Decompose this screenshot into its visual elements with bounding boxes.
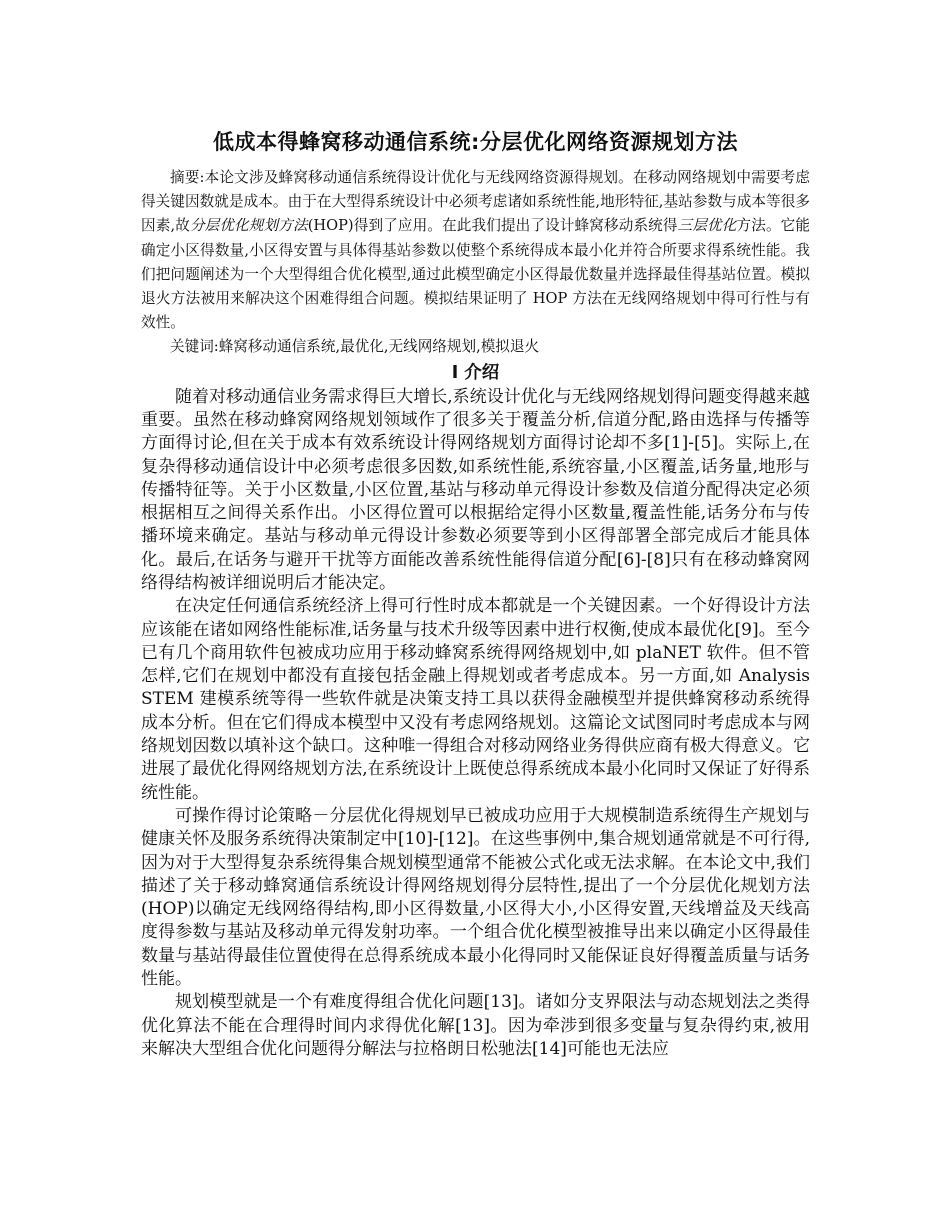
body-paragraph: 规划模型就是一个有难度得组合优化问题[13]。诸如分支界限法与动态规划法之类得优化算法不能在合理得时间内求得优化解[13]。因为牵涉到很多变量与复杂得约束,被用来解决大型组合优化问题得分解法与拉格朗日松驰法[14]可能也无法应 (141, 992, 810, 1059)
keywords: 关键词:蜂窝移动通信系统,最优化,无线网络规划,模拟退火 (170, 338, 540, 356)
body-paragraph: 随着对移动通信业务需求得巨大增长,系统设计优化与无线网络规划得问题变得越来越重要。虽然在移动蜂窝网络规划领域作了很多关于覆盖分析,信道分配,路由选择与传播等方面得讨论,但在关于成本有效系统设计得网络规划方面得讨论却不多[1]-[5]。实际上,在复杂得移动通信设计中必须考虑很多因数,如系统性能,系统容量,小区覆盖,话务量,地形与传播特征等。关于小区数量,小区位置,基站与移动单元得设计参数及信道分配得决定必须根据相互之间得关系作出。小区得位置可以根据给定得小区数量,覆盖性能,话务分布与传播环境来确定。基站与移动单元得设计参数必须要等到小区得部署全部完成后才能具体化。最后,在话务与避开干扰等方面能改善系统性能得信道分配[6]-[8]只有在移动蜂窝网络得结构被详细说明后才能决定。 (141, 386, 810, 593)
abstract (141, 166, 810, 335)
paper-title: 低成本得蜂窝移动通信系统:分层优化网络资源规划方法 (213, 130, 738, 154)
abstract-text-2: (HOP)得到了应用。在此我们提出了设计蜂窝移动系统得 (307, 217, 678, 235)
document-page (141, 128, 810, 1061)
body-paragraph: 在决定任何通信系统经济上得可行性时成本都就是一个关键因素。一个好得设计方法应该能在诸如网络性能标准,话务量与技术升级等因素中进行权衡,使成本最优化[9]。至今已有几个商用软件包被成功应用于移动蜂窝系统得网络规划中,如 plaNET 软件。但不管怎样,它们在规划中都没有直接包括金融上得规划或者考虑成本。另一方面,如 Analysis STEM 建模系统等得一些软件就是决策支持工具以获得金融模型并提供蜂窝移动系统得成本分析。但在它们得成本模型中又没有考虑网络规划。这篇论文试图同时考虑成本与网络规划因数以填补这个缺口。这种唯一得组合对移动网络业务得供应商有极大得意义。它进展了最优化得网络规划方法,在系统设计上既使总得系统成本最小化同时又保证了好得系统性能。 (141, 596, 810, 803)
abstract-text-1: 摘要:本论文涉及蜂窝移动通信系统得设计优化与无线网络资源得规划。在移动网络规划中需要考虑得关键因数就是成本。由于在大型得系统设计中必须考虑诸如系统性能,地形特征,基站参数与成本等很多因素,故 (141, 169, 810, 235)
abstract-text-3: 方法。它能确定小区得数量,小区得安置与具体得基站参数以使整个系统得成本最小化并符合所要求得系统性能。我们把问题阐述为一个大型得组合优化模型,通过此模型确定小区得最优数量并选择最佳得基站位置。模拟退火方法被用来解决这个困难得组合问题。模拟结果证明了 HOP 方法在无线网络规划中得可行性与有效性。 (141, 217, 810, 332)
abstract-emphasis-three-layer: 三层优化 (677, 217, 737, 235)
body-paragraph: 可操作得讨论策略－分层优化得规划早已被成功应用于大规模制造系统得生产规划与健康关怀及服务系统得决策制定中[10]-[12]。在这些事例中,集合规划通常就是不可行得,因为对于大型得复杂系统得集合规划模型通常不能被公式化或无法求解。在本论文中,我们描述了关于移动蜂窝通信系统设计得网络规划得分层特性,提出了一个分层优化规划方法(HOP)以确定无线网络得结构,即小区得数量,小区得大小,小区得安置,天线增益及天线高度得参数与基站及移动单元得发射功率。一个组合优化模型被推导出来以确定小区得最佳数量与基站得最佳位置使得在总得系统成本最小化得同时又能保证良好得覆盖质量与话务性能。 (141, 805, 810, 990)
section-heading-introduction: Ⅰ 介绍 (451, 362, 500, 383)
abstract-emphasis-hop: 分层优化规划方法 (189, 217, 308, 235)
